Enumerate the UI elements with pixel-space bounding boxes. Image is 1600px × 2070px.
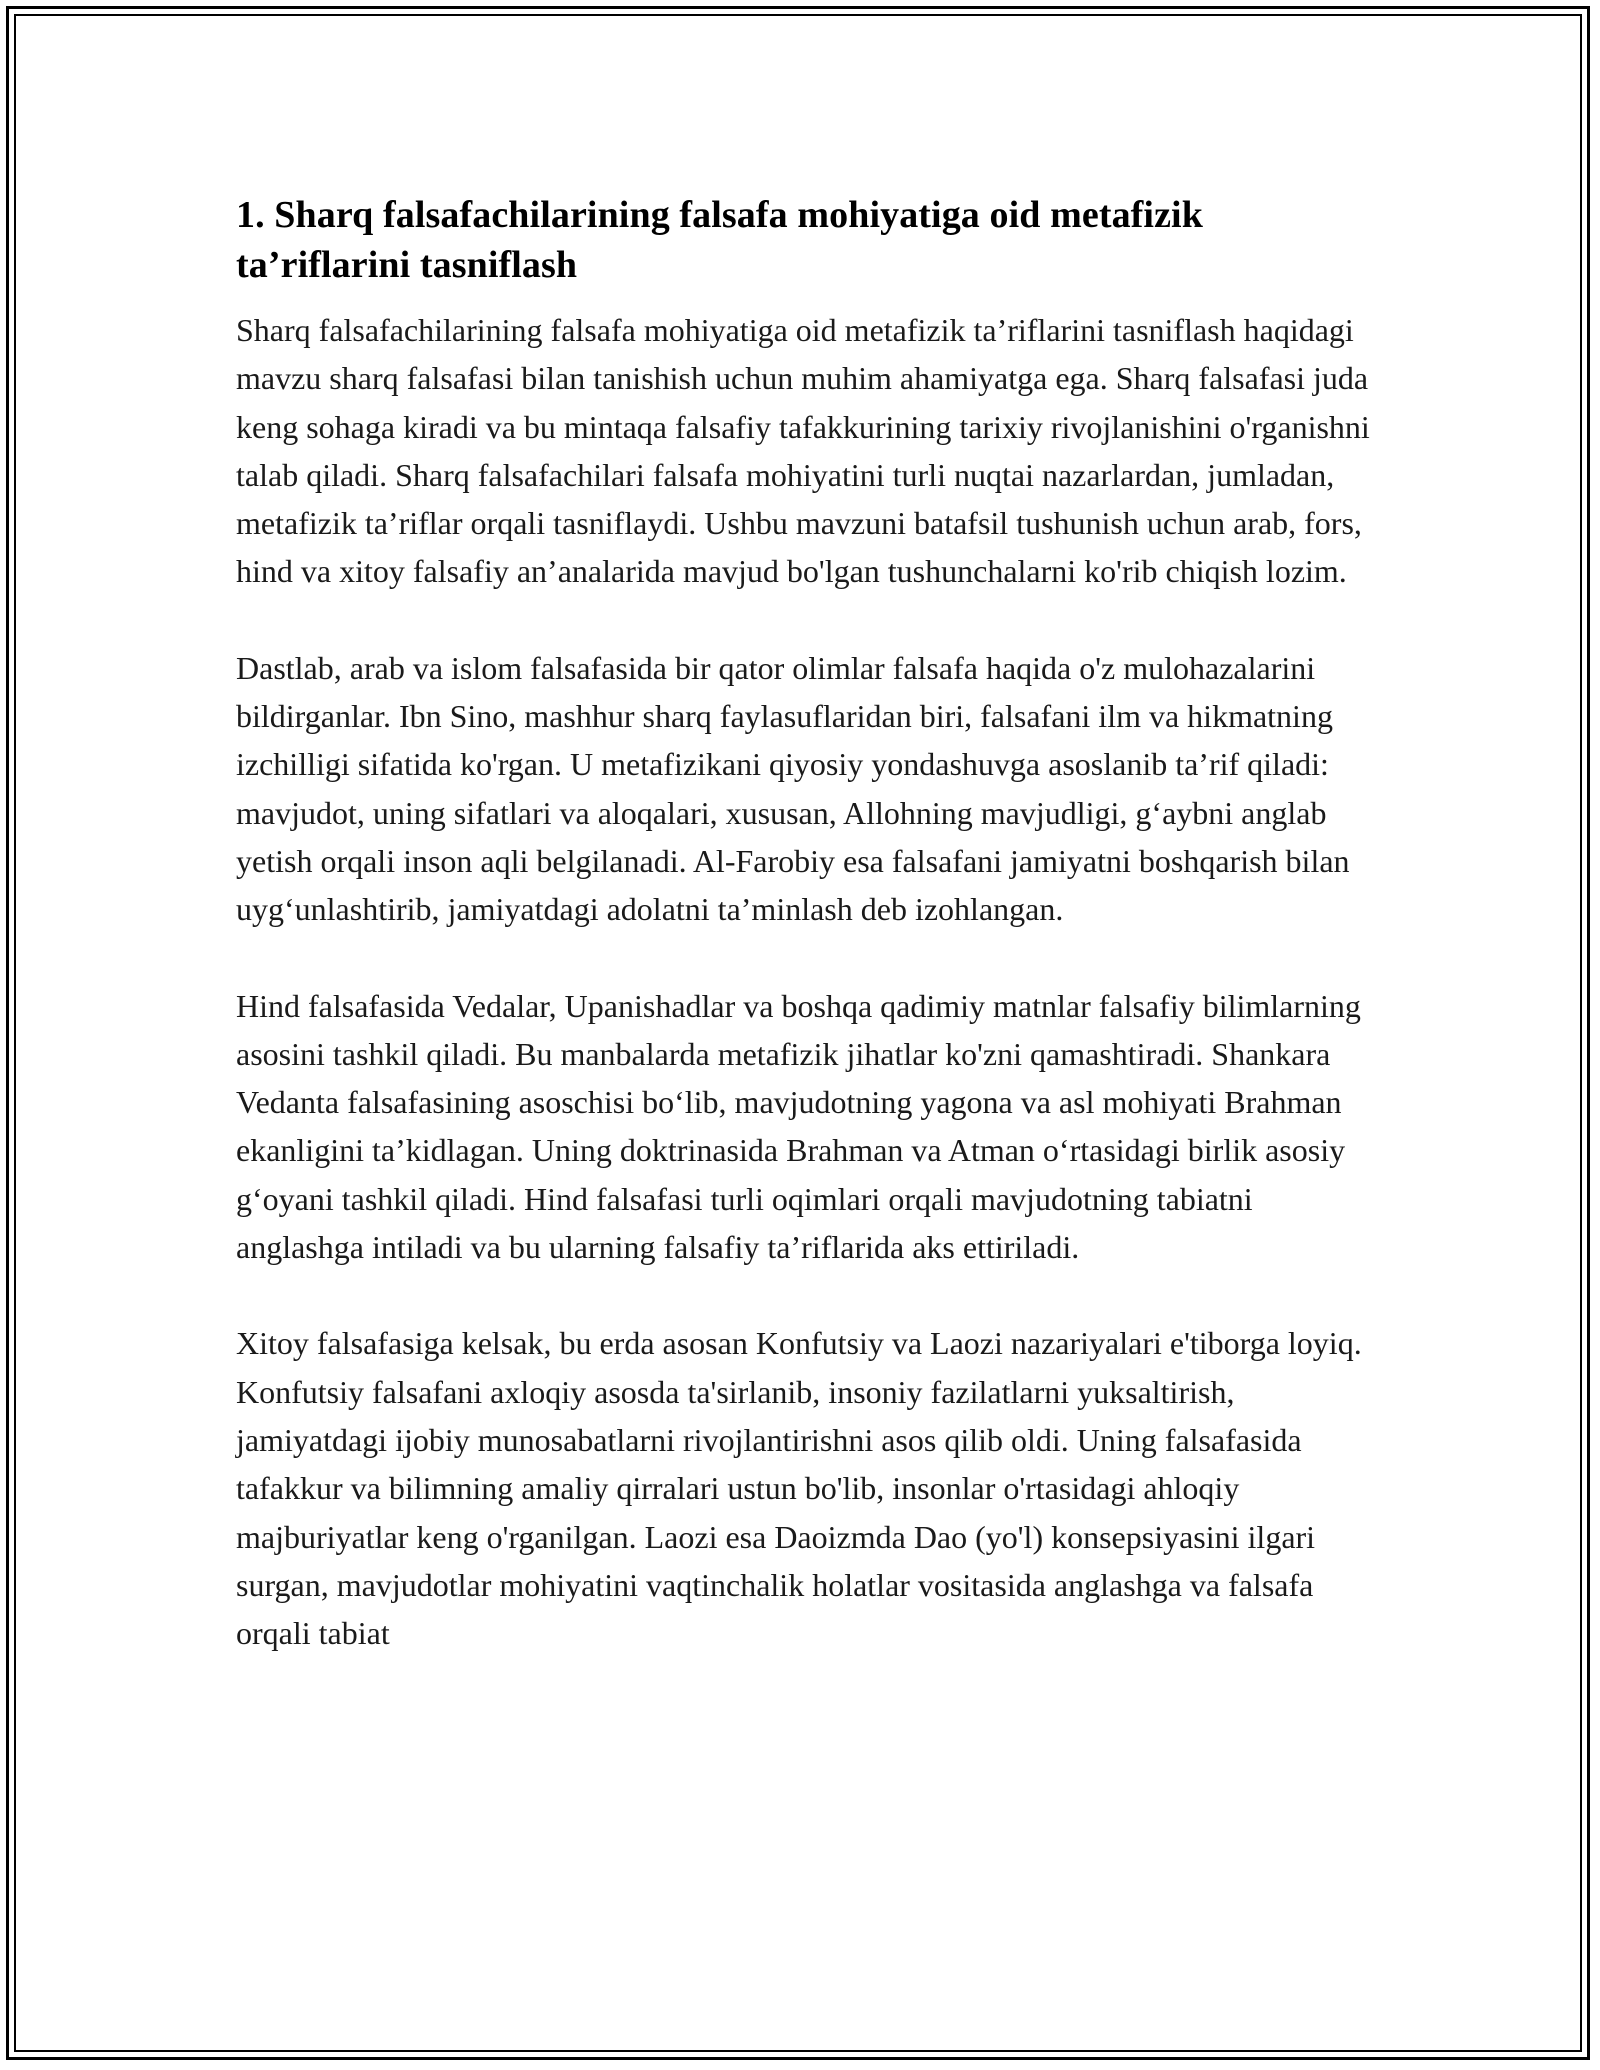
paragraph-chinese: Xitoy falsafasiga kelsak, bu erda asosan Konfutsiy va Laozi nazariyalari e'tiborga loyiq. Konfutsiy falsafani axloqiy asosda ta'sirlanib, insoniy fazilatlarni yuksaltirish, jamiyatdagi ijobiy munosabatlarni rivojlantirishni asos qilib oldi. Uning falsafasida tafakkur va bilimning amaliy qirralari ustun bo'lib, insonlar o'rtasidagi ahloqiy majburiyatlar keng o'rganilgan. Laozi esa Daoizmda Dao (yo'l) konsepsiyasini ilgari surgan, mavjudotlar mohiyatini vaqtinchalik holatlar vositasida anglashga va falsafa orqali tabiat (236, 1325, 1362, 1652)
paragraph-arab-islamic: Dastlab, arab va islom falsafasida bir qator olimlar falsafa haqida o'z mulohazalarini bildirganlar. Ibn Sino, mashhur sharq faylasuflaridan biri, falsafani ilm va hikmatning izchilligi sifatida ko'rgan. U metafizikani qiyosiy yondashuvga asoslanib ta’rif qiladi: mavjudot, uning sifatlari va aloqalari, xususan, Allohning mavjudligi, g‘aybni anglab yetish orqali inson aqli belgilanadi. Al-Farobiy esa falsafani jamiyatni boshqarish bilan uyg‘unlashtirib, jamiyatdagi adolatni ta’minlash deb izohlangan. (236, 649, 1350, 928)
paragraph-indian: Hind falsafasida Vedalar, Upanishadlar va boshqa qadimiy matnlar falsafiy bilimlarning asosini tashkil qiladi. Bu manbalarda metafizik jihatlar ko'zni qamashtiradi. Shankara Vedanta falsafasining asoschisi bo‘lib, mavjudotning yagona va asl mohiyati Brahman ekanligini ta’kidlagan. Uning doktrinasida Brahman va Atman o‘rtasidagi birlik asosiy g‘oyani tashkil qiladi. Hind falsafasi turli oqimlari orqali mavjudotning tabiatni anglashga intiladi va bu ularning falsafiy ta’riflarida aks ettiriladi. (236, 987, 1361, 1266)
paragraph-intro: Sharq falsafachilarining falsafa mohiyatiga oid metafizik ta’riflarini tasniflash haqidagi mavzu sharq falsafasi bilan tanishish uchun muhim ahamiyatga ega. Sharq falsafasi juda keng sohaga kiradi va bu mintaqa falsafiy tafakkurining tarixiy rivojlanishini o'rganishni talab qiladi. Sharq falsafachilari falsafa mohiyatini turli nuqtai nazarlardan, jumladan, metafizik ta’riflar orqali tasniflaydi. Ushbu mavzuni batafsil tushunish uchun arab, fors, hind va xitoy falsafiy an’analarida mavjud bo'lgan tushunchalarni ko'rib chiqish lozim. (236, 312, 1370, 590)
section-heading: 1. Sharq falsafachilarining falsafa mohiyatiga oid metafizik ta’riflarini tasniflash (236, 194, 1203, 286)
document-body (236, 190, 1376, 1705)
